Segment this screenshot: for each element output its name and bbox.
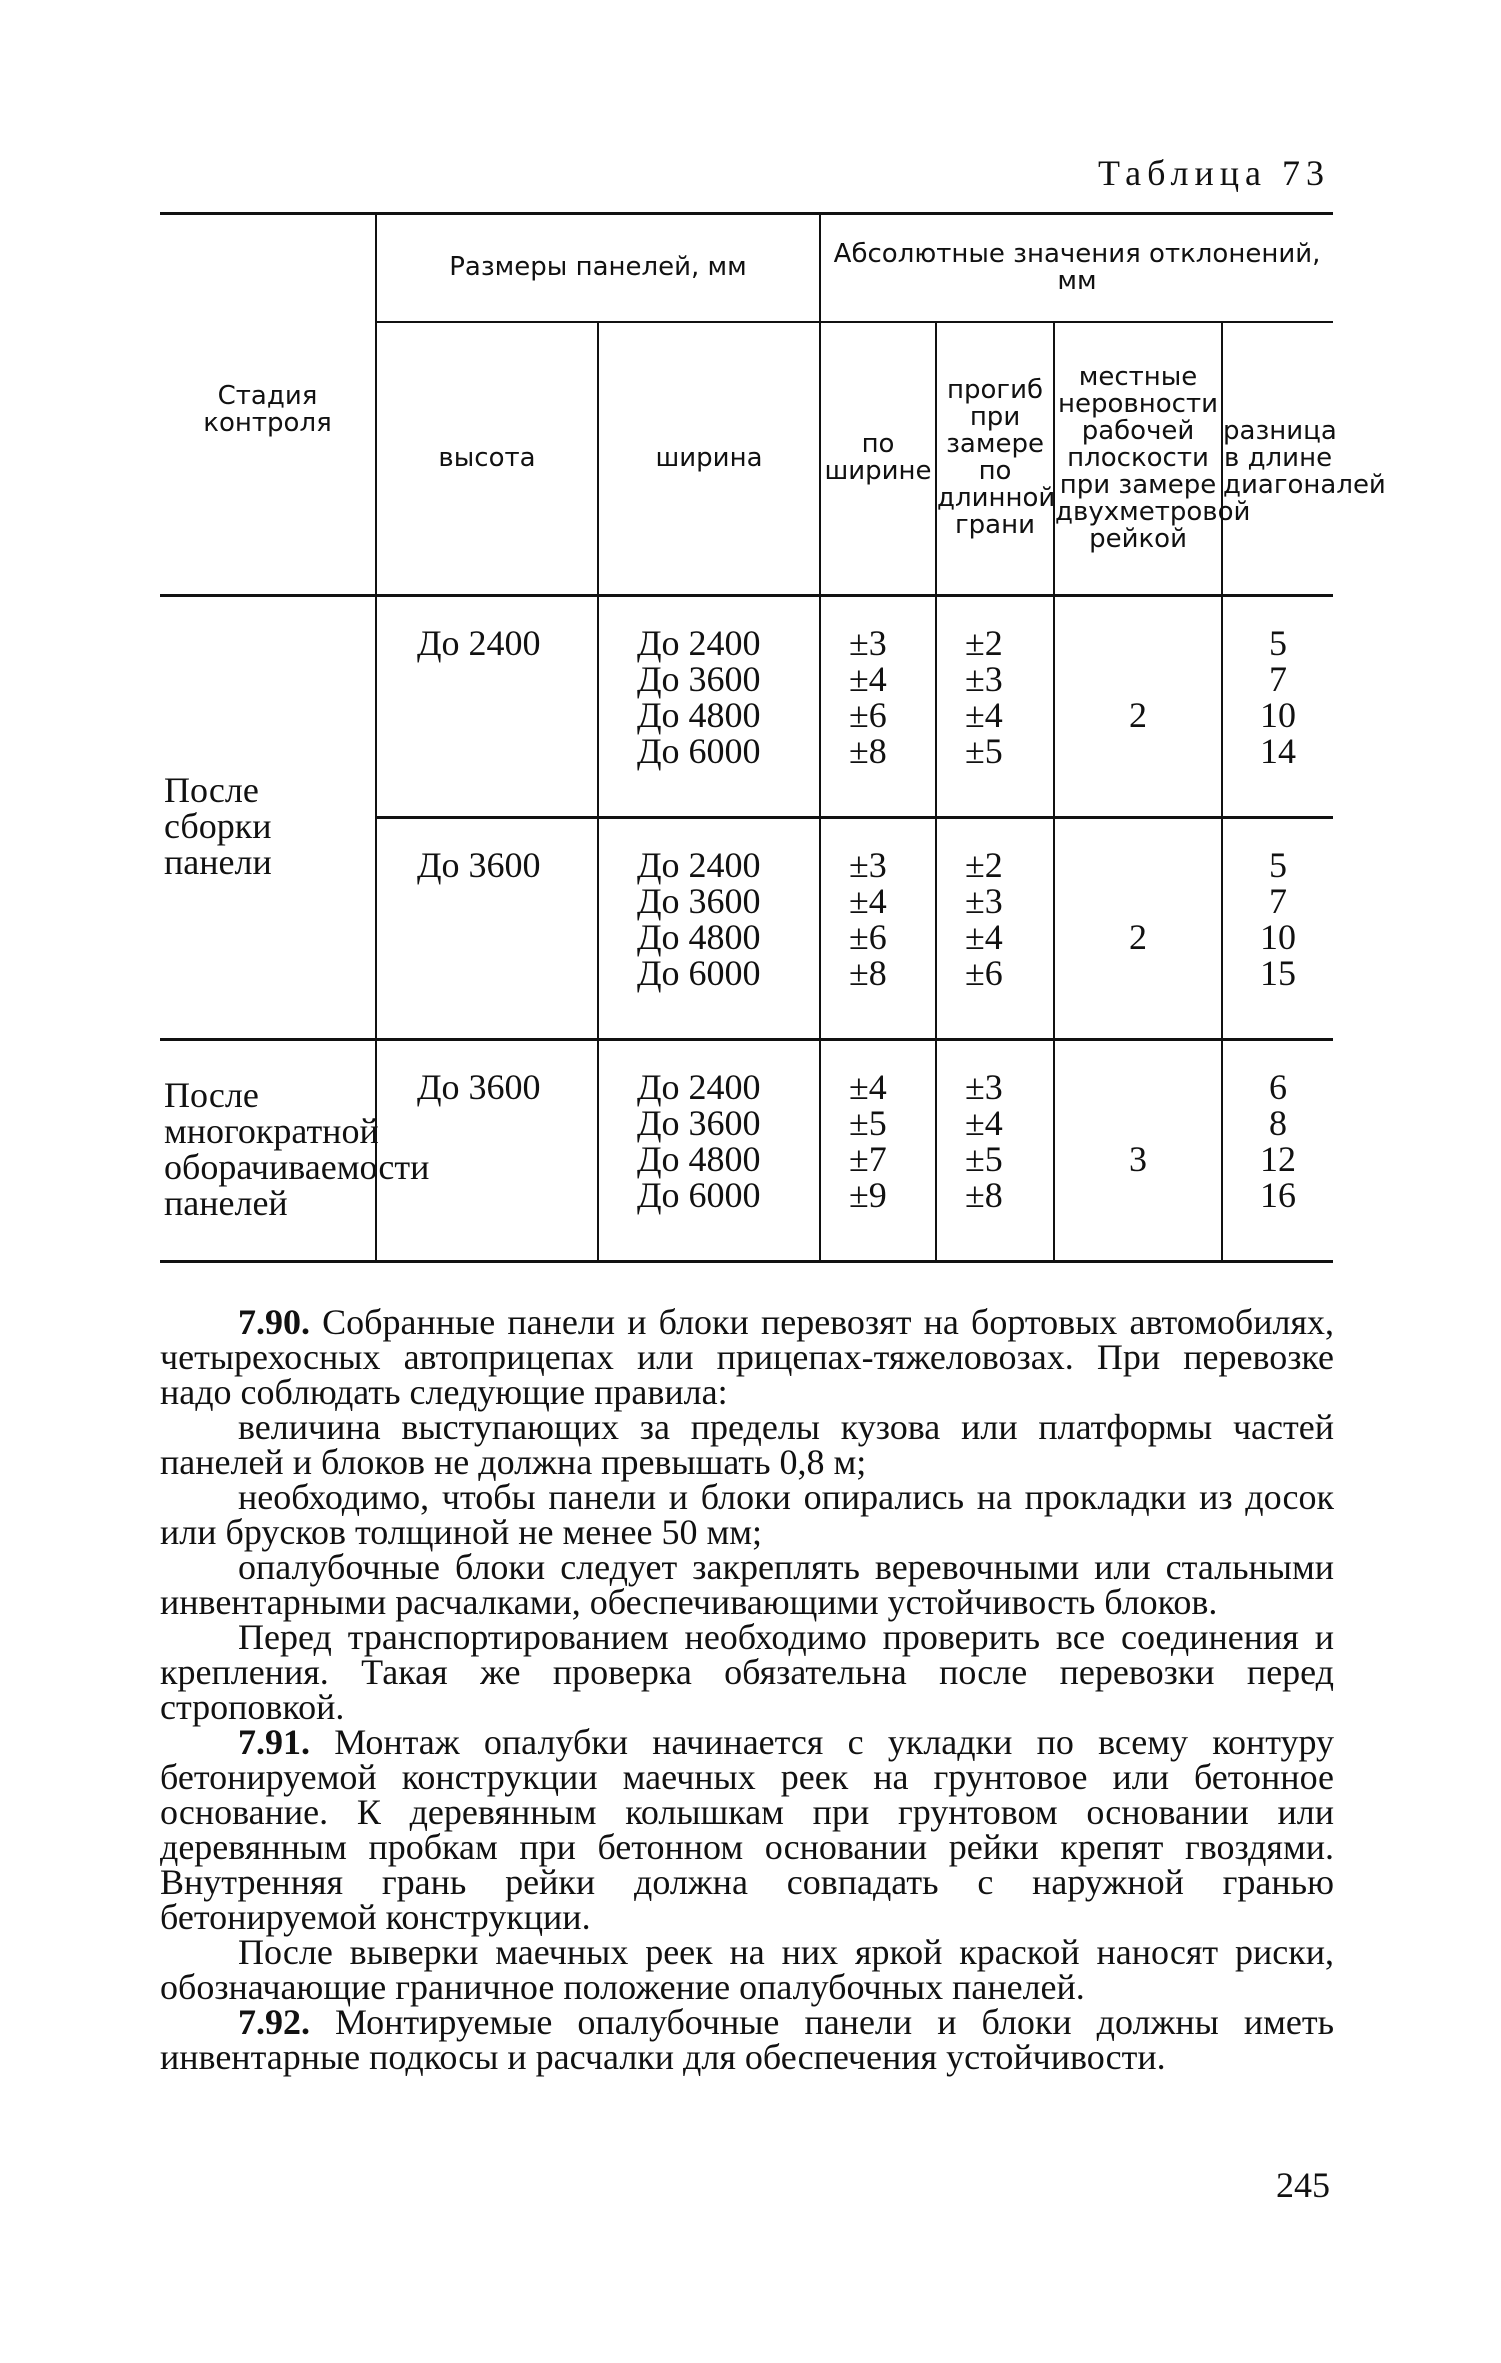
sag-value: ±4 xyxy=(965,917,1003,957)
width-value: До 3600 xyxy=(637,881,761,921)
width-cell xyxy=(598,596,820,818)
sag-cell xyxy=(936,818,1054,1040)
diag-value: 16 xyxy=(1260,1175,1297,1215)
body-text xyxy=(160,1302,1335,2077)
sag-value: ±3 xyxy=(965,1067,1003,1107)
local-unevenness-cell: 2 xyxy=(1054,818,1222,1040)
width-value: До 3600 xyxy=(637,1103,761,1143)
by-width-value: ±5 xyxy=(849,1103,887,1143)
diag-value: 7 xyxy=(1269,659,1288,699)
by-width-cell xyxy=(820,1040,936,1262)
sag-value: ±3 xyxy=(965,659,1003,699)
diag-value: 15 xyxy=(1260,953,1297,993)
page-number: 245 xyxy=(1276,2165,1330,2205)
width-cell xyxy=(598,1040,820,1262)
paragraph-text: Собранные панели и блоки перевозят на бортовых автомобилях, четырехосных автоприцепах или прицепах-тяжеловозах. При перевозке надо соблюдать следующие правила: xyxy=(160,1302,1335,1412)
width-value: До 4800 xyxy=(637,1139,761,1179)
paragraph: Перед транспортированием необходимо проверить все соединения и крепления. Такая же проверка обязательна после перевозки перед строповкой. xyxy=(160,1617,1334,1727)
sag-cell xyxy=(936,1040,1054,1262)
diag-value: 6 xyxy=(1269,1067,1288,1107)
by-width-value: ±7 xyxy=(849,1139,887,1179)
by-width-value: ±3 xyxy=(849,845,887,885)
by-width-value: ±3 xyxy=(849,623,887,663)
width-value: До 6000 xyxy=(637,953,761,993)
sag-cell xyxy=(936,596,1054,818)
by-width-cell xyxy=(820,818,936,1040)
sag-value: ±3 xyxy=(965,881,1003,921)
sag-value: ±5 xyxy=(965,1139,1003,1179)
sag-value: ±8 xyxy=(965,1175,1003,1215)
paragraph-text: Монтируемые опалубочные панели и блоки должны иметь инвентарные подкосы и расчалки для обеспечения устойчивости. xyxy=(160,2002,1335,2077)
stage-cell: После сборки панели xyxy=(160,596,376,1040)
by-width-cell xyxy=(820,596,936,818)
section-number: 7.92. xyxy=(238,2002,310,2042)
by-width-value: ±6 xyxy=(849,695,887,735)
paragraph-7-92 xyxy=(160,2002,1335,2077)
paragraph: После выверки маечных реек на них яркой краской наносят риски, обозначающие граничное положение опалубочных панелей. xyxy=(160,1932,1334,2007)
table-row xyxy=(160,1040,1333,1262)
height-cell: До 3600 xyxy=(376,818,598,1040)
sag-value: ±5 xyxy=(965,731,1003,771)
diagonal-cell xyxy=(1222,596,1333,818)
height-cell: До 3600 xyxy=(376,1040,598,1262)
by-width-value: ±4 xyxy=(849,659,887,699)
paragraph-rule: опалубочные блоки следует закреплять веревочными или стальными инвентарными расчалками, обеспечивающими устойчивость блоков. xyxy=(160,1547,1334,1622)
table xyxy=(160,212,1386,1263)
sag-value: ±2 xyxy=(965,845,1003,885)
width-value: До 3600 xyxy=(637,659,761,699)
diag-value: 5 xyxy=(1269,845,1288,885)
stage-cell: После многократной оборачиваемости панелей xyxy=(160,1040,376,1262)
width-value: До 6000 xyxy=(637,1175,761,1215)
header-diagonal-difference: разница в длине диагоналей xyxy=(1222,322,1333,596)
header-sizes-group: Размеры панелей, мм xyxy=(376,214,820,322)
by-width-value: ±4 xyxy=(849,1067,887,1107)
width-value: До 4800 xyxy=(637,917,761,957)
header-width: ширина xyxy=(598,322,820,596)
diag-value: 5 xyxy=(1269,623,1288,663)
width-value: До 6000 xyxy=(637,731,761,771)
sag-value: ±6 xyxy=(965,953,1003,993)
section-number: 7.91. xyxy=(238,1722,310,1762)
diag-value: 10 xyxy=(1260,695,1297,735)
height-cell: До 2400 xyxy=(376,596,598,818)
diag-value: 7 xyxy=(1269,881,1288,921)
local-unevenness-cell: 3 xyxy=(1054,1040,1222,1262)
by-width-value: ±9 xyxy=(849,1175,887,1215)
local-unevenness-cell: 2 xyxy=(1054,596,1222,818)
width-value: До 2400 xyxy=(637,1067,761,1107)
paragraph-7-91 xyxy=(160,1722,1335,1937)
section-number: 7.90. xyxy=(238,1302,310,1342)
by-width-value: ±4 xyxy=(849,881,887,921)
sag-value: ±2 xyxy=(965,623,1003,663)
header-local-unevenness: местные неровности рабочей плоскости при замере двухметровой рейкой xyxy=(1054,322,1222,596)
sag-value: ±4 xyxy=(965,1103,1003,1143)
sag-value: ±4 xyxy=(965,695,1003,735)
by-width-value: ±8 xyxy=(849,953,887,993)
header-sag: прогиб при замере по длинной грани xyxy=(936,322,1054,596)
diag-value: 14 xyxy=(1260,731,1297,771)
width-value: До 2400 xyxy=(637,845,761,885)
width-cell xyxy=(598,818,820,1040)
paragraph-rule: необходимо, чтобы панели и блоки опирались на прокладки из досок или брусков толщиной не менее 50 мм; xyxy=(160,1477,1334,1552)
diagonal-cell xyxy=(1222,1040,1333,1262)
header-height: высота xyxy=(376,322,598,596)
header-by-width: по ширине xyxy=(820,322,936,596)
by-width-value: ±8 xyxy=(849,731,887,771)
table-caption: Таблица 73 xyxy=(1098,153,1330,193)
paragraph-rule: величина выступающих за пределы кузова или платформы частей панелей и блоков не должна превышать 0,8 м; xyxy=(160,1407,1334,1482)
header-stage: Стадия контроля xyxy=(160,214,376,596)
diag-value: 8 xyxy=(1269,1103,1288,1143)
diagonal-cell xyxy=(1222,818,1333,1040)
paragraph-text: Монтаж опалубки начинается с укладки по всему контуру бетонируемой конструкции маечных реек на грунтовое или бетонное основание. К деревянным колышкам при грунтовом основании или деревянным пробкам при бетонном основании рейки крепят гвоздями. Внутренняя грань рейки должна совпадать с наружной гранью бетонируемой конструкции. xyxy=(160,1722,1335,1937)
width-value: До 2400 xyxy=(637,623,761,663)
deviation-table xyxy=(160,212,1386,1263)
header-deviations-group: Абсолютные значения отклонений, мм xyxy=(820,214,1333,322)
width-value: До 4800 xyxy=(637,695,761,735)
table-row xyxy=(160,596,1333,818)
diag-value: 12 xyxy=(1260,1139,1297,1179)
paragraph-7-90 xyxy=(160,1302,1335,1412)
diag-value: 10 xyxy=(1260,917,1297,957)
by-width-value: ±6 xyxy=(849,917,887,957)
